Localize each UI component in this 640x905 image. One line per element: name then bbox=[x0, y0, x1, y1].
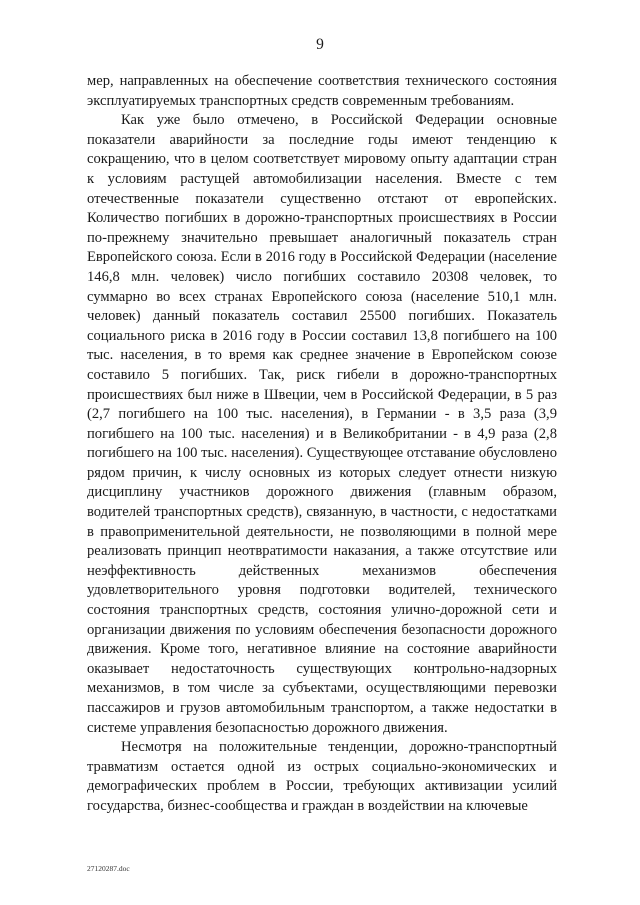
document-body bbox=[87, 72, 557, 817]
footer-filename: 27120287.doc bbox=[87, 864, 130, 873]
paragraph-continuation: мер, направленных на обеспечение соответствия технического состояния эксплуатируемых транспортных средств современным требованиям. bbox=[87, 73, 557, 109]
page-number: 9 bbox=[316, 36, 324, 53]
paragraph-accident-statistics: Как уже было отмечено, в Российской Федерации основные показатели аварийности за последние годы имеют тенденцию к сокращению, что в целом соответствует мировому опыту адаптации стран к условиям растущей автомобилизации населения. Вместе с тем отечественные показатели существенно отстают от европейских. Количество погибших в дорожно-транспортных происшествиях в России по-прежнему значительно превышает аналогичный показатель стран Европейского союза. Если в 2016 году в Российской Федерации (население 146,8 млн. человек) число погибших составило 20308 человек, то суммарно во всех странах Европейского союза (население 510,1 млн. человек) данный показатель составил 25500 погибших. Показатель социального риска в 2016 году в России составил 13,8 погибшего на 100 тыс. населения, в то время как среднее значение в Европейском союзе составило 5 погибших. Так, риск гибели в дорожно-транспортных происшествиях был ниже в Швеции, чем в Российской Федерации, в 5 раз (2,7 погибшего на 100 тыс. населения), в Германии - в 3,5 раза (3,9 погибшего на 100 тыс. населения) и в Великобритании - в 4,9 раза (2,8 погибшего на 100 тыс. населения). Существующее отставание обусловлено рядом причин, к числу основных из которых следует отнести низкую дисциплину участников дорожного движения (главным образом, водителей транспортных средств), связанную, в частности, с недостатками в правоприменительной деятельности, не позволяющими в полной мере реализовать принцип неотвратимости наказания, а также отсутствие или неэффективность действенных механизмов обеспечения удовлетворительного уровня подготовки водителей, технического состояния транспортных средств, состояния улично-дорожной сети и организации движения по условиям обеспечения безопасности дорожного движения. Кроме того, негативное влияние на состояние аварийности оказывает недостаточность существующих контрольно-надзорных механизмов, в том числе за субъектами, осуществляющими перевозки пассажиров и грузов автомобильным транспортом, а также недостатки в системе управления безопасностью дорожного движения. bbox=[87, 112, 557, 736]
paragraph-road-traffic-injuries: Несмотря на положительные тенденции, дорожно-транспортный травматизм остается одной из острых социально-экономических и демографических проблем в России, требующих активизации усилий государства, бизнес-сообщества и граждан в воздействии на ключевые bbox=[87, 739, 557, 814]
